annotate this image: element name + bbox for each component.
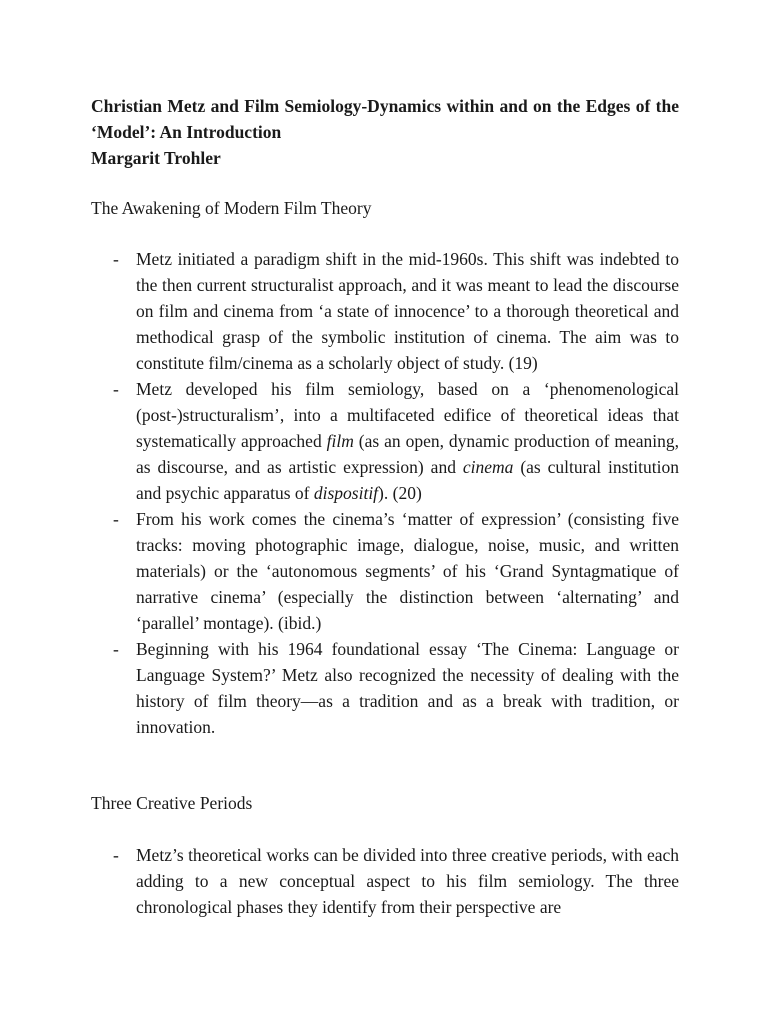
list-bullet: -: [113, 509, 119, 529]
list-item-text: Metz initiated a paradigm shift in the mid-1960s. This shift was indebted to the then current structuralist approach, and it was meant to lead the discourse on film and cinema from ‘a state of innocence’ to a thorough theoretical and methodical grasp of the symbolic institution of cinema. The aim was to constitute film/cinema as a scholarly object of study. (19): [136, 249, 679, 373]
list-item: [91, 636, 679, 740]
list-item: [91, 506, 679, 636]
section-heading-awakening: The Awakening of Modern Film Theory: [91, 198, 372, 218]
list-item: [91, 376, 679, 506]
emphasis-dispositif: dispositif: [313, 483, 379, 503]
document-title: Christian Metz and Film Semiology-Dynamics within and on the Edges of the ‘Model’: An Introduction: [91, 96, 679, 142]
list-item-text: [136, 379, 679, 503]
list-bullet: -: [113, 845, 119, 865]
document-author: Margarit Trohler: [91, 148, 221, 168]
text-run: Metz developed his film semiology, based on a ‘phenomenological (post-)structuralism’, into a multifaceted edifice of theoretical ideas that systematically approached: [136, 379, 679, 451]
document-title-block: [91, 93, 679, 171]
list-item-text: From his work comes the cinema’s ‘matter of expression’ (consisting five tracks: moving photographic image, dialogue, noise, music, and written materials) or the ‘autonomous segments’ of his ‘Grand Syntagmatique of narrative cinema’ (especially the distinction between ‘alternating’ and ‘parallel’ montage). (ibid.): [136, 509, 679, 633]
list-item-text: Metz’s theoretical works can be divided into three creative periods, with each adding to a new conceptual aspect to his film semiology. The three chronological phases they identify from their perspective are: [136, 845, 679, 917]
list-bullet: -: [113, 379, 119, 399]
text-run: (as cultural institution and psychic apparatus of: [136, 457, 679, 503]
list-item: [91, 246, 679, 376]
section-awakening-list: [91, 246, 679, 740]
list-bullet: -: [113, 639, 119, 659]
text-run: (as an open, dynamic production of meaning, as discourse, and as artistic expression) and: [136, 431, 679, 477]
section-periods-list: [91, 842, 679, 920]
list-item-text: Beginning with his 1964 foundational essay ‘The Cinema: Language or Language System?’ Metz also recognized the necessity of dealing with the history of film theory—as a tradition and as a break with tradition, or innovation.: [136, 639, 679, 737]
emphasis-film: film: [326, 431, 354, 451]
section-heading-periods: Three Creative Periods: [91, 793, 253, 813]
list-bullet: -: [113, 249, 119, 269]
emphasis-cinema: cinema: [462, 457, 514, 477]
list-item: [91, 842, 679, 920]
text-run: ). (20): [378, 483, 422, 503]
